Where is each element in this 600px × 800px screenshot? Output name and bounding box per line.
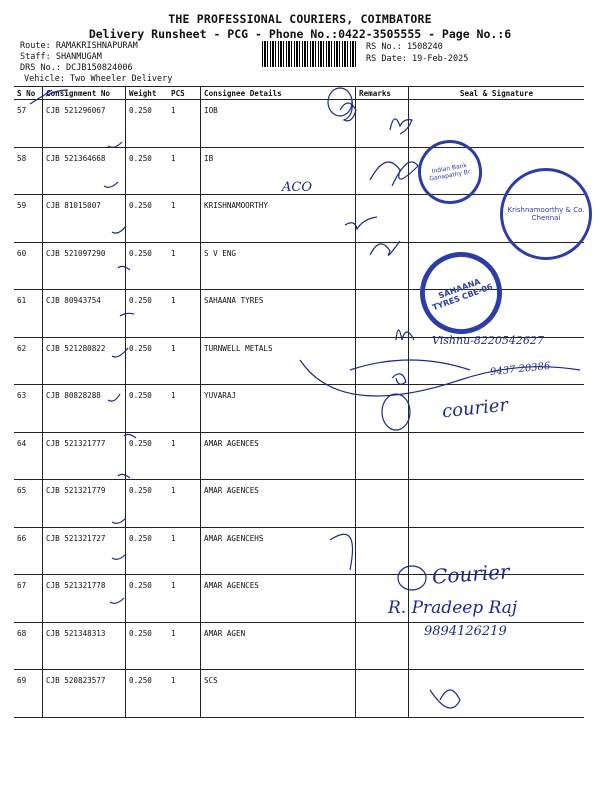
cell-consignment: CJB 521097290 [43,242,126,290]
cell-weight: 0.250 [126,432,169,480]
handwriting-vishnu-phone: Vishnu-8220542627 [432,334,544,347]
cell-consignment: CJB 520823577 [43,670,126,718]
cell-sno: 67 [14,575,43,623]
handwriting-courier-1: courier [441,394,510,423]
col-consignee: Consignee Details [201,87,356,100]
col-remarks: Remarks [356,87,409,100]
cell-sno: 58 [14,147,43,195]
signature-row-59 [345,217,377,229]
signature-row-67 [330,534,353,570]
signature-row-63b [392,374,406,384]
cell-pcs: 1 [168,480,201,528]
signature-loop [430,690,460,708]
cell-consignment: CJB 521348313 [43,622,126,670]
staff-text: Staff: SHANMUGAM [20,52,102,62]
tick-mark [108,394,120,401]
cell-consignment: CJB 521321778 [43,575,126,623]
cell-sno: 62 [14,337,43,385]
cell-consignment: CJB 521364668 [43,147,126,195]
cell-weight: 0.250 [126,337,169,385]
tick-mark [30,90,52,104]
cell-pcs: 1 [168,242,201,290]
cell-consignment: CJB 521321777 [43,432,126,480]
cell-weight: 0.250 [126,575,169,623]
cell-sno: 63 [14,385,43,433]
signature-row-60 [370,241,400,255]
cell-consignee: S V ENG [201,242,356,290]
cell-pcs: 1 [168,337,201,385]
tick-mark [118,474,130,478]
runsheet-subtitle: Delivery Runsheet - PCG - Phone No.:0422-3505555 - Page No.:6 [88,27,512,41]
cell-weight: 0.250 [126,147,169,195]
handwriting-name: R. Pradeep Raj [388,598,518,618]
cell-pcs: 1 [168,100,201,148]
vehicle-text: Vehicle: Two Wheeler Delivery [24,74,173,84]
tick-mark [112,518,126,523]
cell-consignment: CJB 521321727 [43,527,126,575]
route-text: Route: RAMAKRISHNAPURAM [20,41,138,51]
signature-row-57 [340,100,356,121]
tick-mark [110,598,124,603]
cell-weight: 0.250 [126,480,169,528]
col-pcs: PCS [168,87,201,100]
cell-weight: 0.250 [126,100,169,148]
tick-mark [104,182,118,187]
cell-consignment: CJB 80828288 [43,385,126,433]
cell-weight: 0.250 [126,195,169,243]
cell-sno: 65 [14,480,43,528]
cell-consignee: KRISHNAMOORTHY [201,195,356,243]
cell-sno: 66 [14,527,43,575]
signature-circle-68 [398,566,426,590]
cell-pcs: 1 [168,622,201,670]
cell-consignee: YUVARAJ [201,385,356,433]
cell-consignee: AMAR AGEN [201,622,356,670]
rs-date: RS Date: 19-Feb-2025 [366,54,469,64]
cell-consignee: AMAR AGENCES [201,432,356,480]
cell-sno: 60 [14,242,43,290]
cell-pcs: 1 [168,385,201,433]
cell-pcs: 1 [168,147,201,195]
cell-consignee: AMAR AGENCES [201,480,356,528]
cell-consignee: AMAR AGENCES [201,575,356,623]
cell-sno: 64 [14,432,43,480]
cell-pcs: 1 [168,432,201,480]
cell-consignee: IOB [201,100,356,148]
cell-consignee: TURNWELL METALS [201,337,356,385]
handwriting-courier-2: Courier [431,559,511,589]
cell-pcs: 1 [168,575,201,623]
cell-weight: 0.250 [126,622,169,670]
cell-pcs: 1 [168,195,201,243]
tick-mark [118,266,130,270]
drs-text: DRS No.: DCJB150824006 [20,63,133,73]
cell-consignment: CJB 521296067 [43,100,126,148]
krishnamoorthy-stamp: Krishnamoorthy & Co. Chennai [500,168,592,260]
tick-mark [112,348,128,357]
signature-row-58 [370,162,418,186]
cell-consignment: CJB 80943754 [43,290,126,338]
handwriting-aco: ACO [282,180,312,195]
tick-mark [112,226,126,233]
indian-bank-stamp: Indian Bank Ganapathy Br. [413,135,487,209]
signature-circle-64 [382,394,410,430]
cell-weight: 0.250 [126,242,169,290]
cell-pcs: 1 [168,527,201,575]
signature-circle-57 [328,88,352,116]
cell-weight: 0.250 [126,290,169,338]
sahaana-tyres-stamp: SAHAANA TYRES CBE-06 [408,240,513,345]
cell-consignment: CJB 81015007 [43,195,126,243]
cell-consignee: IB [201,147,356,195]
company-title: THE PROFESSIONAL COURIERS, COIMBATORE [168,12,432,26]
tick-mark [112,554,126,559]
cell-consignment: CJB 521321779 [43,480,126,528]
cell-consignee: SCS [201,670,356,718]
signature-row-62 [396,330,414,340]
col-consignment: Consignment No [43,87,126,100]
cell-sno: 57 [14,100,43,148]
handwriting-phone-3: 9894126219 [424,624,507,639]
cell-consignee: AMAR AGENCEHS [201,527,356,575]
tick-mark [124,434,136,438]
handwriting-phone-2: 9437 20386 [489,360,551,379]
signature-row-57b [390,119,412,134]
col-sno: S No [14,87,43,100]
cell-weight: 0.250 [126,385,169,433]
tick-mark [46,90,68,96]
tick-mark [120,313,134,316]
cell-pcs: 1 [168,670,201,718]
col-weight: Weight [126,87,169,100]
cell-sno: 59 [14,195,43,243]
tick-mark [108,142,122,147]
cell-sno: 69 [14,670,43,718]
cell-weight: 0.250 [126,670,169,718]
cell-weight: 0.250 [126,527,169,575]
rs-number: RS No.: 1508240 [366,42,443,52]
col-seal-signature: Seal & Signature [409,87,585,100]
cell-sno: 68 [14,622,43,670]
cell-consignment: CJB 521280822 [43,337,126,385]
cell-pcs: 1 [168,290,201,338]
signature-row-63 [350,360,470,370]
cell-sno: 61 [14,290,43,338]
cell-consignee: SAHAANA TYRES [201,290,356,338]
